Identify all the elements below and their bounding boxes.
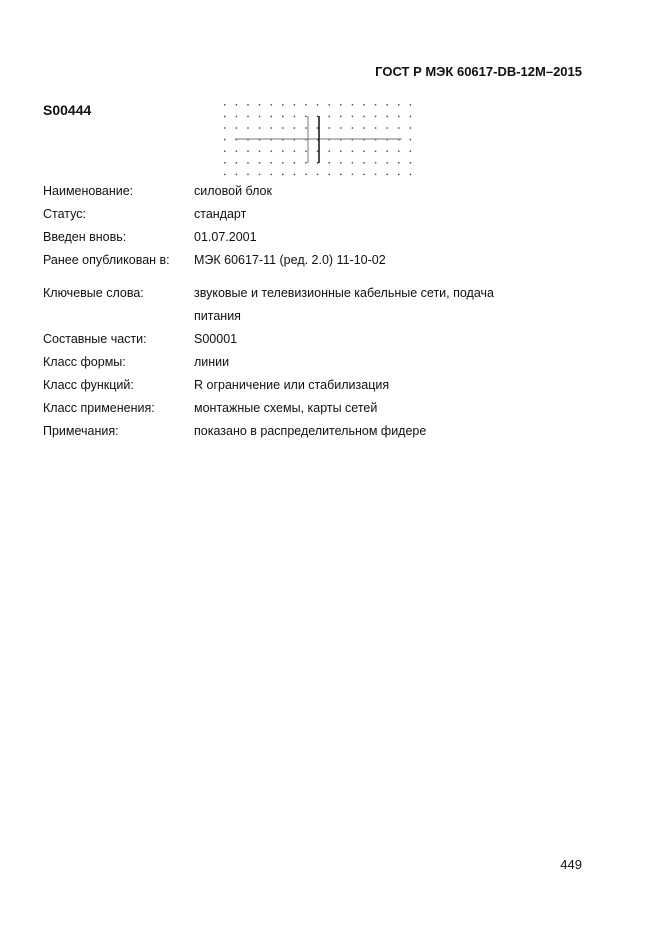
field-value: 01.07.2001 (194, 230, 257, 244)
field-value: стандарт (194, 207, 247, 221)
field-row (43, 282, 534, 328)
field-label: Примечания: (43, 424, 119, 438)
field-row (43, 397, 534, 420)
field-row (43, 351, 534, 374)
field-label: Наименование: (43, 184, 134, 198)
field-row (43, 420, 534, 443)
field-row (43, 203, 534, 226)
field-label: Класс формы: (43, 355, 126, 369)
field-value: R ограничение или стабилизация (194, 378, 390, 392)
page-number: 449 (560, 857, 582, 872)
field-value: линии (194, 355, 230, 369)
field-row (43, 374, 534, 397)
field-label: Класс применения: (43, 401, 155, 415)
field-row (43, 328, 534, 351)
power-unit-symbol (216, 96, 416, 180)
field-value: МЭК 60617-11 (ред. 2.0) 11-10-02 (194, 253, 386, 267)
field-label: Ранее опубликован в: (43, 253, 170, 267)
field-row (43, 226, 534, 249)
symbol-code: S00444 (43, 102, 92, 118)
attribute-table (43, 180, 534, 443)
field-label: Введен вновь: (43, 230, 127, 244)
field-value: силовой блок (194, 184, 272, 198)
field-value: монтажные схемы, карты сетей (194, 401, 378, 415)
field-value: показано в распределительном фидере (194, 424, 427, 438)
field-value: S00001 (194, 332, 238, 346)
field-value: звуковые и телевизионные кабельные сети, подача питания (194, 286, 494, 323)
field-label: Статус: (43, 207, 86, 221)
field-row (43, 180, 534, 203)
field-row (43, 249, 534, 272)
document-header: ГОСТ Р МЭК 60617-DB-12M–2015 (375, 64, 582, 79)
field-label: Ключевые слова: (43, 286, 144, 300)
field-label: Составные части: (43, 332, 147, 346)
field-label: Класс функций: (43, 378, 134, 392)
